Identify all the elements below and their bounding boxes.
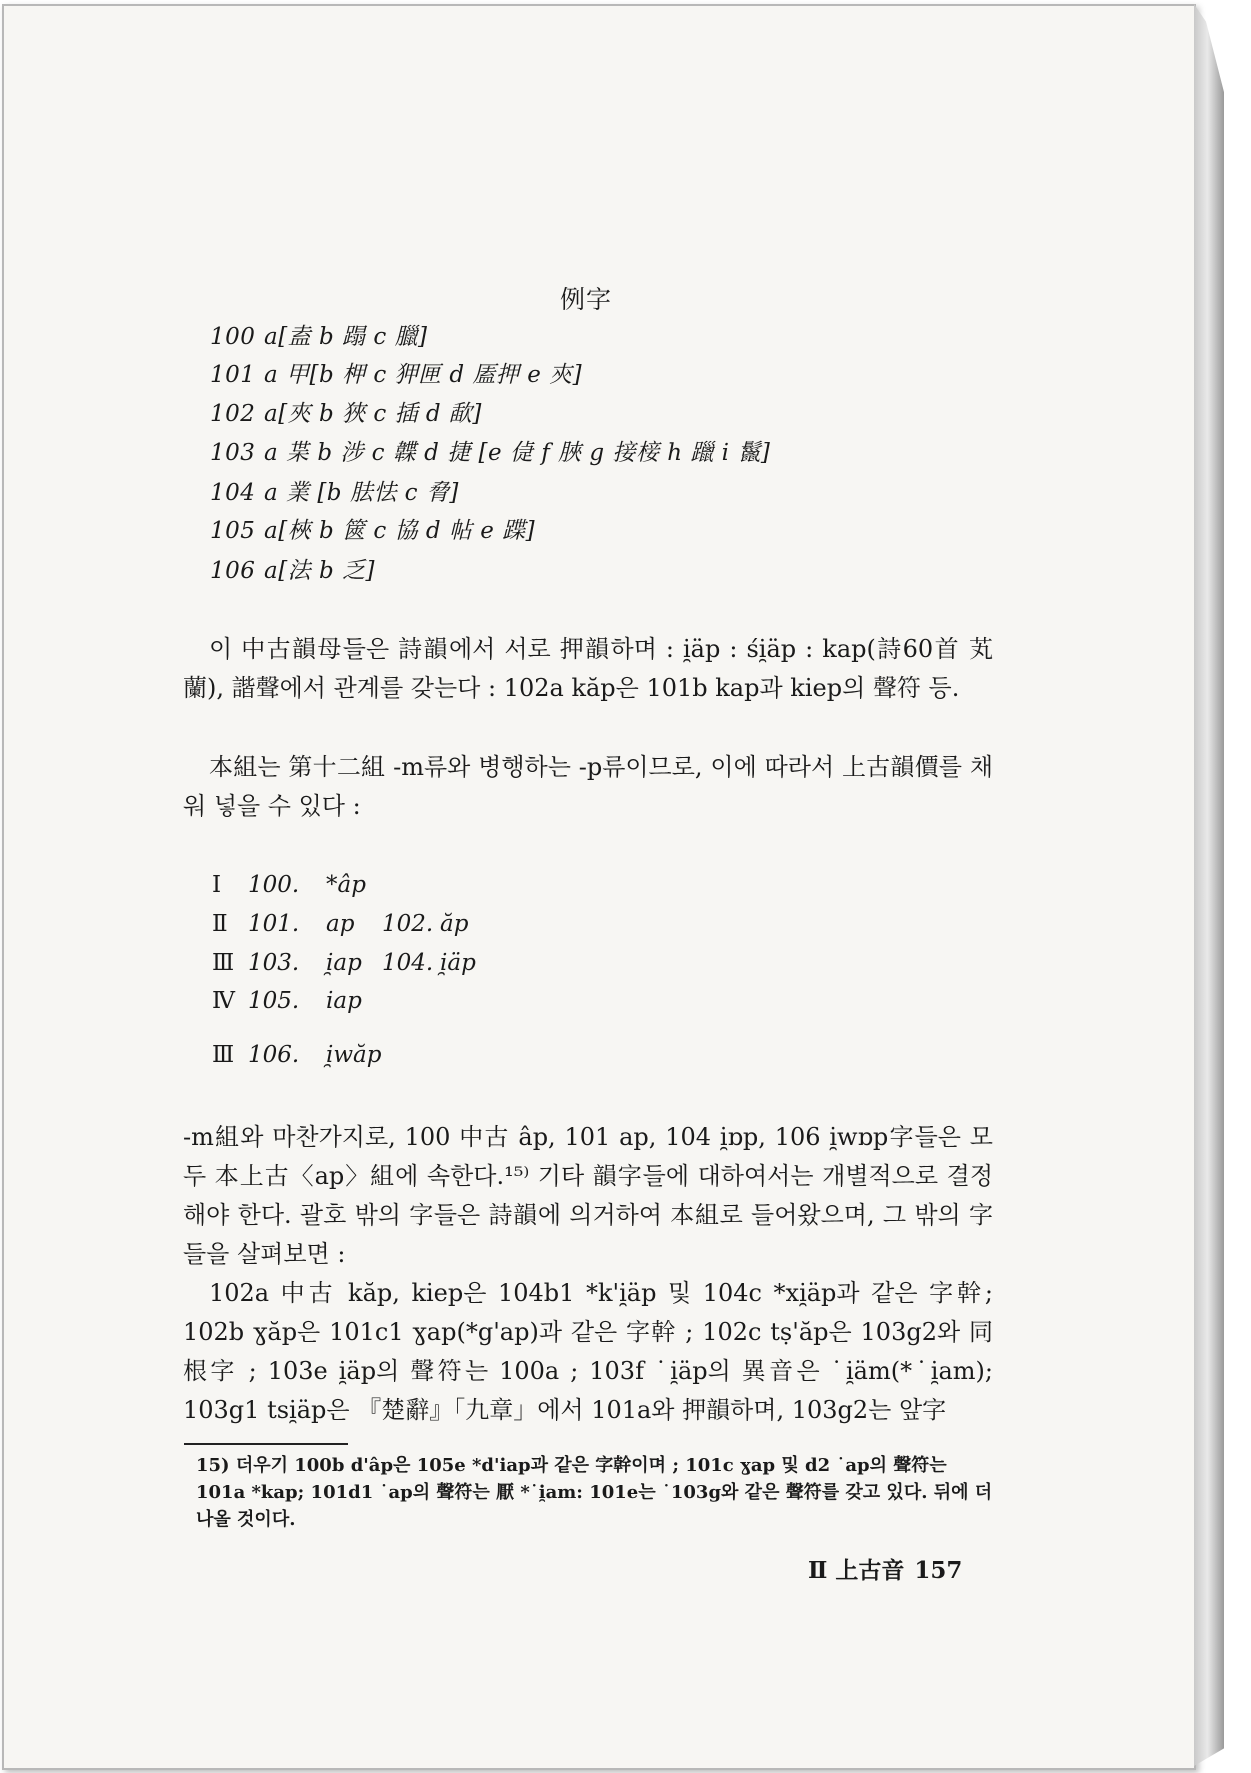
example-line — [210, 552, 375, 585]
entry-value: i̯ap — [326, 950, 362, 976]
division-numeral: Ⅱ — [212, 911, 228, 937]
example-number: 102 — [210, 401, 256, 427]
division-numeral: Ⅲ — [212, 1042, 235, 1068]
example-line — [210, 395, 482, 428]
footnote-15: 15) 더우기 100b d'âp은 105e *d'iap과 같은 字幹이며 ; 101c ɣap 및 d2 ˙ap의 聲符는 101a *kap; 101d1 ˙ap의 聲符는 厭 *˙i̯am: 101e는 ˙103g와 같은 聲符를 갖고 있다. 뒤에 더 나올 것이다. — [196, 1455, 993, 1530]
entry-number: 106. — [248, 1042, 300, 1068]
example-line — [210, 512, 535, 545]
paragraph-group-membership — [183, 1118, 993, 1274]
example-text: a[法 b 乏] — [264, 558, 376, 584]
reconstruction-row — [212, 872, 366, 898]
paragraph-text: 이 中古韻母들은 詩韻에서 서로 押韻하며 : i̯äp : śi̯äp : kap(詩60首 芄蘭), 諧聲에서 관계를 갖는다 : 102a kăp은 101b kap과 kiep의 聲符 등. — [183, 635, 993, 702]
division-numeral: Ⅳ — [212, 988, 235, 1014]
example-number: 104 — [210, 480, 256, 506]
entry-value: i̯äp — [440, 950, 476, 976]
entry-number: 102. — [382, 911, 434, 937]
example-text: a 枼 b 涉 c 韘 d 捷 [e 偼 f 脥 g 接椄 h 躐 i 鬣] — [264, 440, 771, 466]
paragraph-reconstruction-intro — [183, 748, 993, 826]
paragraph-character-notes — [183, 1274, 993, 1430]
example-text: a[盍 b 蹋 c 臘] — [264, 324, 428, 350]
example-text: a[梜 b 篋 c 協 d 帖 e 蹀] — [264, 518, 536, 544]
entry-number: 101. — [248, 911, 300, 937]
footnote-divider — [184, 1443, 348, 1445]
paragraph-text: 102a 中古 kăp, kiep은 104b1 *k'i̯äp 및 104c *xi̯äp과 같은 字幹; 102b ɣăp은 101c1 ɣap(*g'ap)과 같은 字幹 ; 102c tṣ'ăp은 103g2와 同根字 ; 103e i̯äp의 聲符는 100a ; 103f ˙i̯äp의 異音은 ˙i̯äm(*˙i̯am); 103g1 tsi̯äp은 『楚辭』「九章」에서 101a와 押韻하며, 103g2는 앞字 — [183, 1279, 993, 1424]
entry-value: ăp — [440, 911, 469, 937]
example-text: a[夾 b 狹 c 插 d 歃] — [264, 401, 482, 427]
entry-value: ap — [326, 911, 355, 937]
example-text: a 業 [b 胠怯 c 脅] — [264, 480, 459, 506]
example-line — [210, 356, 582, 389]
example-number: 103 — [210, 440, 256, 466]
entry-value: iap — [326, 988, 362, 1014]
example-number: 105 — [210, 518, 256, 544]
entry-number: 103. — [248, 950, 300, 976]
example-number: 106 — [210, 558, 256, 584]
reconstruction-row — [212, 1042, 381, 1068]
paragraph-text: -m組와 마찬가지로, 100 中古 âp, 101 ap, 104 i̯ɒp, 106 i̯wɒp字들은 모두 本上古〈ap〉組에 속한다.¹⁵⁾ 기타 韻字들에 대하여서는 개별적으로 결정해야 한다. 괄호 밖의 字들은 詩韻에 의거하여 本組로 들어왔으며, 그 밖의 字들을 살펴보면 : — [183, 1123, 993, 1268]
page-footer — [808, 1552, 972, 1585]
running-section-title: Ⅱ 上古音 — [808, 1557, 905, 1584]
reconstruction-row — [212, 988, 362, 1014]
example-number: 101 — [210, 362, 256, 388]
example-line — [210, 318, 428, 351]
page-number: 157 — [914, 1557, 963, 1584]
paragraph-rhyme-relations — [183, 630, 993, 708]
reconstruction-row — [212, 911, 468, 937]
entry-value: i̯wăp — [326, 1042, 382, 1068]
example-number: 100 — [210, 324, 256, 350]
entry-number: 105. — [248, 988, 300, 1014]
paragraph-text: 本組는 第十二組 -m류와 병행하는 -p류이므로, 이에 따라서 上古韻價를 채워 넣을 수 있다 : — [183, 753, 993, 820]
example-line — [210, 434, 770, 467]
division-numeral: Ⅲ — [212, 950, 235, 976]
example-line — [210, 474, 459, 507]
entry-value: *âp — [326, 872, 366, 898]
division-numeral: Ⅰ — [212, 872, 222, 898]
page-curl-edge — [1194, 4, 1224, 1766]
entry-number: 100. — [248, 872, 300, 898]
reconstruction-row — [212, 950, 476, 976]
section-heading: 例字 — [560, 285, 613, 314]
example-text: a 甲[b 柙 c 狎匣 d 㕎押 e 㚒] — [264, 362, 583, 388]
entry-number: 104. — [382, 950, 434, 976]
